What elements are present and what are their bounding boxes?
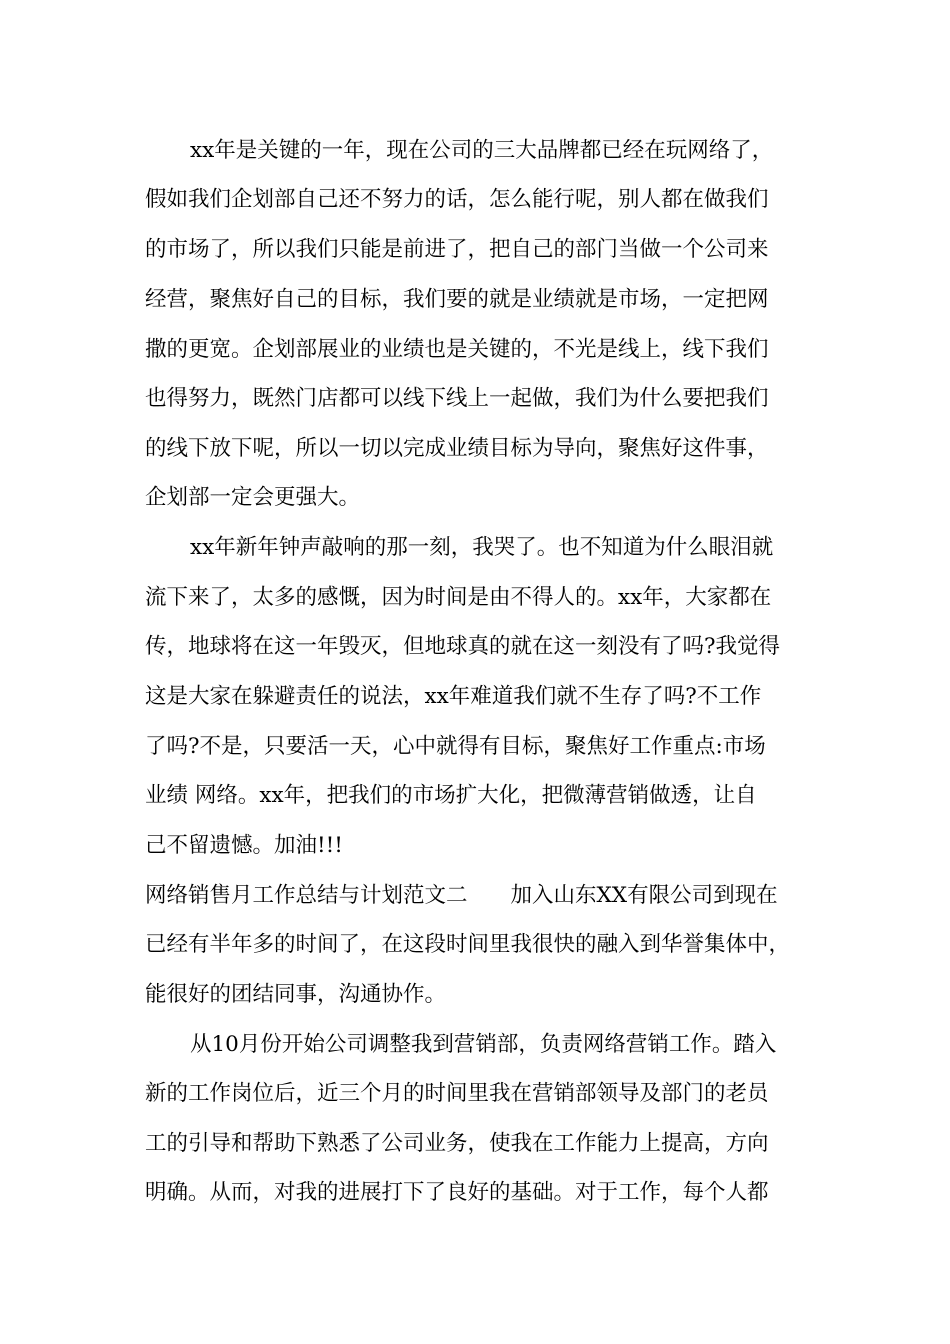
text-line: 企划部一定会更强大。 (145, 485, 361, 510)
text-line: 流下来了，太多的感慨，因为时间是由不得人的。xx年，大家都在 (145, 585, 772, 610)
text-line: 工的引导和帮助下熟悉了公司业务，使我在工作能力上提高，方向 (145, 1131, 769, 1156)
text-line: 假如我们企划部自己还不努力的话，怎么能行呢，别人都在做我们 (145, 187, 769, 212)
section-heading-line: 网络销售月工作总结与计划范文二 加入山东XX有限公司到现在 (145, 883, 778, 908)
text-line: 了吗?不是，只要活一天，心中就得有目标，聚焦好工作重点:市场 (145, 734, 766, 759)
text-line: xx年是关键的一年，现在公司的三大品牌都已经在玩网络了， (190, 138, 774, 163)
text-line: 从10月份开始公司调整我到营销部，负责网络营销工作。踏入 (190, 1032, 777, 1057)
text-line: 能很好的团结同事，沟通协作。 (145, 982, 447, 1007)
text-line: 明确。从而，对我的进展打下了良好的基础。对于工作，每个人都 (145, 1180, 769, 1205)
text-line: 经营，聚焦好自己的目标，我们要的就是业绩就是市场，一定把网 (145, 287, 769, 312)
text-line: xx年新年钟声敲响的那一刻，我哭了。也不知道为什么眼泪就 (190, 535, 774, 560)
text-line: 这是大家在躲避责任的说法，xx年难道我们就不生存了吗?不工作 (145, 684, 762, 709)
text-line: 新的工作岗位后，近三个月的时间里我在营销部领导及部门的老员 (145, 1081, 769, 1106)
text-line: 已经有半年多的时间了，在这段时间里我很快的融入到华誉集体中， (145, 932, 791, 957)
text-line: 撒的更宽。企划部展业的业绩也是关键的，不光是线上，线下我们 (145, 337, 769, 362)
text-line: 业绩 网络。xx年，把我们的市场扩大化，把微薄营销做透，让自 (145, 783, 757, 808)
text-line: 己不留遗憾。加油!!! (145, 833, 343, 858)
text-line: 也得努力，既然门店都可以线下线上一起做，我们为什么要把我们 (145, 386, 769, 411)
text-line: 的市场了，所以我们只能是前进了，把自己的部门当做一个公司来 (145, 237, 769, 262)
text-line: 传，地球将在这一年毁灭，但地球真的就在这一刻没有了吗?我觉得 (145, 634, 781, 659)
text-line: 的线下放下呢，所以一切以完成业绩目标为导向，聚焦好这件事， (145, 436, 769, 461)
